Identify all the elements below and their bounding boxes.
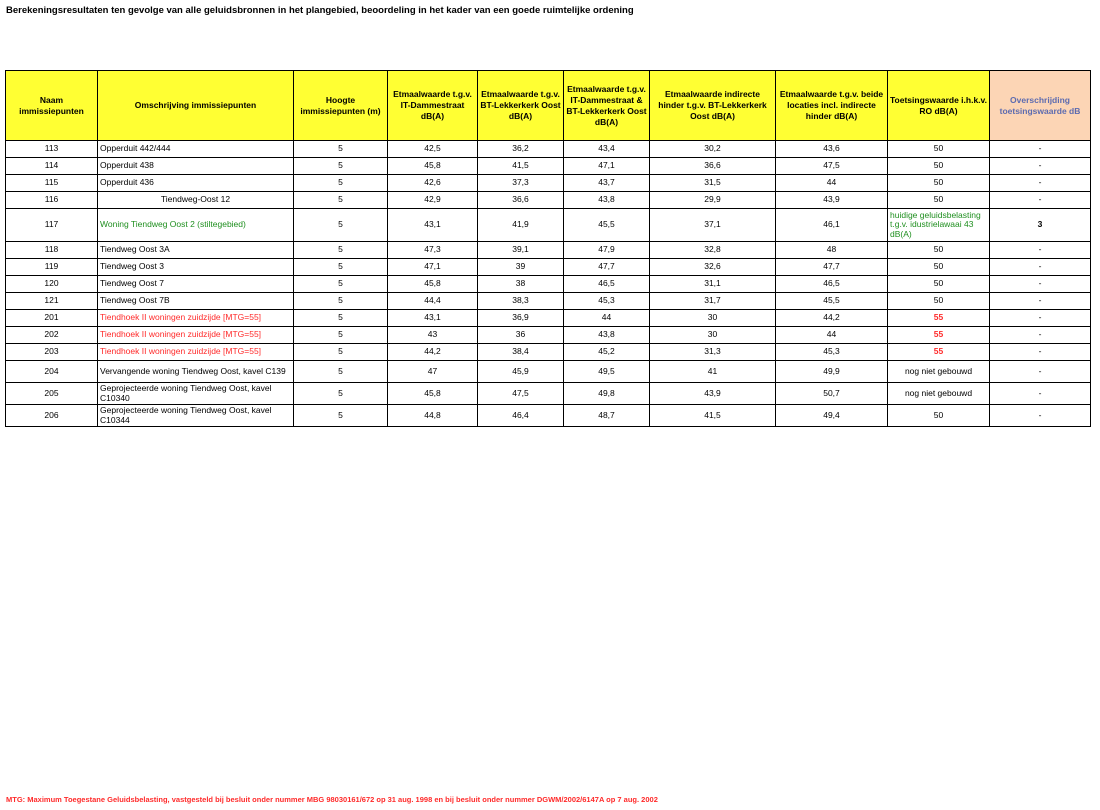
cell-hoogte: 5 — [294, 242, 388, 259]
table-row — [6, 209, 1091, 242]
cell-overschrijding: - — [990, 158, 1091, 175]
cell-overschrijding: - — [990, 405, 1091, 427]
cell-toetsingswaarde: 50 — [888, 242, 990, 259]
cell-indirecte-hinder: 31,1 — [650, 276, 776, 293]
table-row — [6, 327, 1091, 344]
cell-overschrijding: - — [990, 310, 1091, 327]
cell-indirecte-hinder: 29,9 — [650, 192, 776, 209]
cell-it-bt-combined: 49,8 — [564, 383, 650, 405]
cell-overschrijding: 3 — [990, 209, 1091, 242]
cell-indirecte-hinder: 32,8 — [650, 242, 776, 259]
cell-hoogte: 5 — [294, 344, 388, 361]
table-row — [6, 175, 1091, 192]
cell-indirecte-hinder: 32,6 — [650, 259, 776, 276]
header-toetsingswaarde: Toetsingswaarde i.h.k.v. RO dB(A) — [888, 71, 990, 141]
cell-toetsingswaarde: 50 — [888, 175, 990, 192]
header-hoogte: Hoogte immissiepunten (m) — [294, 71, 388, 141]
cell-overschrijding: - — [990, 276, 1091, 293]
cell-it-bt-combined: 46,5 — [564, 276, 650, 293]
cell-omschrijving: Tiendweg Oost 7 — [98, 276, 294, 293]
table-row — [6, 310, 1091, 327]
cell-it-bt-combined: 43,7 — [564, 175, 650, 192]
cell-hoogte: 5 — [294, 383, 388, 405]
cell-it-dammestraat: 42,5 — [388, 141, 478, 158]
cell-naam: 115 — [6, 175, 98, 192]
cell-beide-locaties: 44 — [776, 327, 888, 344]
cell-hoogte: 5 — [294, 209, 388, 242]
header-row — [6, 71, 1091, 141]
cell-toetsingswaarde: 50 — [888, 158, 990, 175]
cell-naam: 119 — [6, 259, 98, 276]
cell-overschrijding: - — [990, 141, 1091, 158]
cell-hoogte: 5 — [294, 141, 388, 158]
cell-beide-locaties: 43,9 — [776, 192, 888, 209]
cell-it-dammestraat: 42,9 — [388, 192, 478, 209]
cell-it-bt-combined: 47,1 — [564, 158, 650, 175]
cell-omschrijving: Tiendweg Oost 3A — [98, 242, 294, 259]
cell-beide-locaties: 45,3 — [776, 344, 888, 361]
table-row — [6, 383, 1091, 405]
cell-hoogte: 5 — [294, 405, 388, 427]
cell-toetsingswaarde: 55 — [888, 310, 990, 327]
cell-hoogte: 5 — [294, 158, 388, 175]
cell-it-dammestraat: 43,1 — [388, 209, 478, 242]
cell-bt-lekkerkerk: 36 — [478, 327, 564, 344]
cell-indirecte-hinder: 30,2 — [650, 141, 776, 158]
cell-it-bt-combined: 43,8 — [564, 192, 650, 209]
cell-toetsingswaarde: huidige geluidsbelasting t.g.v. idustrielawaai 43 dB(A) — [888, 209, 990, 242]
cell-toetsingswaarde: 50 — [888, 192, 990, 209]
cell-it-dammestraat: 43,1 — [388, 310, 478, 327]
header-omschrijving: Omschrijving immissiepunten — [98, 71, 294, 141]
table-row — [6, 344, 1091, 361]
cell-naam: 116 — [6, 192, 98, 209]
cell-it-bt-combined: 44 — [564, 310, 650, 327]
cell-it-dammestraat: 45,8 — [388, 383, 478, 405]
cell-omschrijving: Geprojecteerde woning Tiendweg Oost, kavel C10340 — [98, 383, 294, 405]
cell-toetsingswaarde: 55 — [888, 327, 990, 344]
cell-it-bt-combined: 48,7 — [564, 405, 650, 427]
cell-it-dammestraat: 47 — [388, 361, 478, 383]
header-it-bt-combined: Etmaalwaarde t.g.v. IT-Dammestraat & BT-Lekkerkerk Oost dB(A) — [564, 71, 650, 141]
cell-omschrijving: Opperduit 438 — [98, 158, 294, 175]
footnote: MTG: Maximum Toegestane Geluidsbelasting, vastgesteld bij besluit onder nummer MBG 98030161/672 op 31 aug. 1998 en bij besluit onder nummer DGWM/2002/6147A op 7 aug. 2002 — [6, 795, 658, 804]
cell-indirecte-hinder: 43,9 — [650, 383, 776, 405]
cell-indirecte-hinder: 41 — [650, 361, 776, 383]
cell-naam: 205 — [6, 383, 98, 405]
cell-overschrijding: - — [990, 361, 1091, 383]
cell-beide-locaties: 45,5 — [776, 293, 888, 310]
cell-it-dammestraat: 42,6 — [388, 175, 478, 192]
cell-bt-lekkerkerk: 46,4 — [478, 405, 564, 427]
cell-omschrijving: Vervangende woning Tiendweg Oost, kavel C139 — [98, 361, 294, 383]
cell-bt-lekkerkerk: 36,2 — [478, 141, 564, 158]
cell-bt-lekkerkerk: 41,5 — [478, 158, 564, 175]
cell-it-dammestraat: 44,4 — [388, 293, 478, 310]
cell-hoogte: 5 — [294, 175, 388, 192]
cell-toetsingswaarde: nog niet gebouwd — [888, 361, 990, 383]
cell-omschrijving: Woning Tiendweg Oost 2 (stiltegebied) — [98, 209, 294, 242]
cell-hoogte: 5 — [294, 192, 388, 209]
cell-beide-locaties: 49,9 — [776, 361, 888, 383]
cell-overschrijding: - — [990, 327, 1091, 344]
cell-bt-lekkerkerk: 38,4 — [478, 344, 564, 361]
table-row — [6, 293, 1091, 310]
cell-it-dammestraat: 44,8 — [388, 405, 478, 427]
header-indirecte-hinder: Etmaalwaarde indirecte hinder t.g.v. BT-Lekkerkerk Oost dB(A) — [650, 71, 776, 141]
cell-toetsingswaarde: 50 — [888, 293, 990, 310]
cell-beide-locaties: 44,2 — [776, 310, 888, 327]
cell-indirecte-hinder: 31,7 — [650, 293, 776, 310]
cell-hoogte: 5 — [294, 310, 388, 327]
cell-naam: 202 — [6, 327, 98, 344]
cell-beide-locaties: 49,4 — [776, 405, 888, 427]
cell-it-bt-combined: 45,5 — [564, 209, 650, 242]
table-row — [6, 276, 1091, 293]
cell-it-dammestraat: 43 — [388, 327, 478, 344]
table-row — [6, 141, 1091, 158]
cell-it-dammestraat: 45,8 — [388, 158, 478, 175]
cell-bt-lekkerkerk: 45,9 — [478, 361, 564, 383]
cell-it-bt-combined: 49,5 — [564, 361, 650, 383]
cell-overschrijding: - — [990, 383, 1091, 405]
cell-it-bt-combined: 43,4 — [564, 141, 650, 158]
cell-bt-lekkerkerk: 39 — [478, 259, 564, 276]
cell-beide-locaties: 44 — [776, 175, 888, 192]
cell-indirecte-hinder: 30 — [650, 327, 776, 344]
cell-omschrijving: Tiendhoek II woningen zuidzijde [MTG=55] — [98, 344, 294, 361]
cell-omschrijving: Tiendweg Oost 3 — [98, 259, 294, 276]
cell-bt-lekkerkerk: 36,6 — [478, 192, 564, 209]
table-row — [6, 242, 1091, 259]
cell-omschrijving: Tiendweg-Oost 12 — [98, 192, 294, 209]
cell-beide-locaties: 47,5 — [776, 158, 888, 175]
cell-it-bt-combined: 45,2 — [564, 344, 650, 361]
cell-hoogte: 5 — [294, 259, 388, 276]
cell-overschrijding: - — [990, 175, 1091, 192]
cell-it-dammestraat: 47,3 — [388, 242, 478, 259]
cell-indirecte-hinder: 31,3 — [650, 344, 776, 361]
cell-overschrijding: - — [990, 192, 1091, 209]
cell-toetsingswaarde: 50 — [888, 259, 990, 276]
cell-omschrijving: Opperduit 442/444 — [98, 141, 294, 158]
table-row — [6, 192, 1091, 209]
cell-it-dammestraat: 47,1 — [388, 259, 478, 276]
cell-omschrijving: Opperduit 436 — [98, 175, 294, 192]
cell-naam: 121 — [6, 293, 98, 310]
cell-toetsingswaarde: 50 — [888, 405, 990, 427]
cell-it-dammestraat: 45,8 — [388, 276, 478, 293]
cell-bt-lekkerkerk: 37,3 — [478, 175, 564, 192]
header-beide-locaties: Etmaalwaarde t.g.v. beide locaties incl. indirecte hinder dB(A) — [776, 71, 888, 141]
cell-naam: 120 — [6, 276, 98, 293]
cell-it-bt-combined: 47,7 — [564, 259, 650, 276]
cell-omschrijving: Tiendhoek II woningen zuidzijde [MTG=55] — [98, 310, 294, 327]
cell-omschrijving: Tiendhoek II woningen zuidzijde [MTG=55] — [98, 327, 294, 344]
cell-naam: 204 — [6, 361, 98, 383]
cell-naam: 201 — [6, 310, 98, 327]
cell-overschrijding: - — [990, 293, 1091, 310]
cell-hoogte: 5 — [294, 361, 388, 383]
cell-beide-locaties: 46,1 — [776, 209, 888, 242]
cell-indirecte-hinder: 30 — [650, 310, 776, 327]
cell-omschrijving: Geprojecteerde woning Tiendweg Oost, kavel C10344 — [98, 405, 294, 427]
cell-omschrijving: Tiendweg Oost 7B — [98, 293, 294, 310]
cell-indirecte-hinder: 37,1 — [650, 209, 776, 242]
cell-bt-lekkerkerk: 38 — [478, 276, 564, 293]
cell-beide-locaties: 48 — [776, 242, 888, 259]
cell-toetsingswaarde: 55 — [888, 344, 990, 361]
cell-overschrijding: - — [990, 242, 1091, 259]
page-title: Berekeningsresultaten ten gevolge van alle geluidsbronnen in het plangebied, beoordeling in het kader van een goede ruimtelijke ordening — [6, 5, 634, 16]
table-row — [6, 361, 1091, 383]
cell-bt-lekkerkerk: 36,9 — [478, 310, 564, 327]
cell-naam: 203 — [6, 344, 98, 361]
cell-beide-locaties: 50,7 — [776, 383, 888, 405]
cell-bt-lekkerkerk: 38,3 — [478, 293, 564, 310]
cell-it-dammestraat: 44,2 — [388, 344, 478, 361]
cell-indirecte-hinder: 31,5 — [650, 175, 776, 192]
cell-naam: 117 — [6, 209, 98, 242]
header-overschrijding: Overschrijding toetsingswaarde dB — [990, 71, 1091, 141]
cell-bt-lekkerkerk: 39,1 — [478, 242, 564, 259]
cell-hoogte: 5 — [294, 327, 388, 344]
cell-naam: 113 — [6, 141, 98, 158]
cell-overschrijding: - — [990, 344, 1091, 361]
cell-it-bt-combined: 47,9 — [564, 242, 650, 259]
results-table — [5, 70, 1091, 427]
table-row — [6, 405, 1091, 427]
header-naam: Naam immissiepunten — [6, 71, 98, 141]
cell-naam: 206 — [6, 405, 98, 427]
cell-bt-lekkerkerk: 47,5 — [478, 383, 564, 405]
cell-toetsingswaarde: 50 — [888, 276, 990, 293]
cell-toetsingswaarde: nog niet gebouwd — [888, 383, 990, 405]
cell-toetsingswaarde: 50 — [888, 141, 990, 158]
cell-it-bt-combined: 45,3 — [564, 293, 650, 310]
cell-beide-locaties: 43,6 — [776, 141, 888, 158]
cell-bt-lekkerkerk: 41,9 — [478, 209, 564, 242]
cell-it-bt-combined: 43,8 — [564, 327, 650, 344]
cell-hoogte: 5 — [294, 293, 388, 310]
cell-overschrijding: - — [990, 259, 1091, 276]
table-row — [6, 158, 1091, 175]
cell-hoogte: 5 — [294, 276, 388, 293]
header-bt-lekkerkerk: Etmaalwaarde t.g.v. BT-Lekkerkerk Oost dB(A) — [478, 71, 564, 141]
results-body — [6, 141, 1091, 427]
cell-naam: 118 — [6, 242, 98, 259]
cell-indirecte-hinder: 36,6 — [650, 158, 776, 175]
cell-indirecte-hinder: 41,5 — [650, 405, 776, 427]
header-it-dammestraat: Etmaalwaarde t.g.v. IT-Dammestraat dB(A) — [388, 71, 478, 141]
cell-beide-locaties: 46,5 — [776, 276, 888, 293]
cell-beide-locaties: 47,7 — [776, 259, 888, 276]
cell-naam: 114 — [6, 158, 98, 175]
table-row — [6, 259, 1091, 276]
